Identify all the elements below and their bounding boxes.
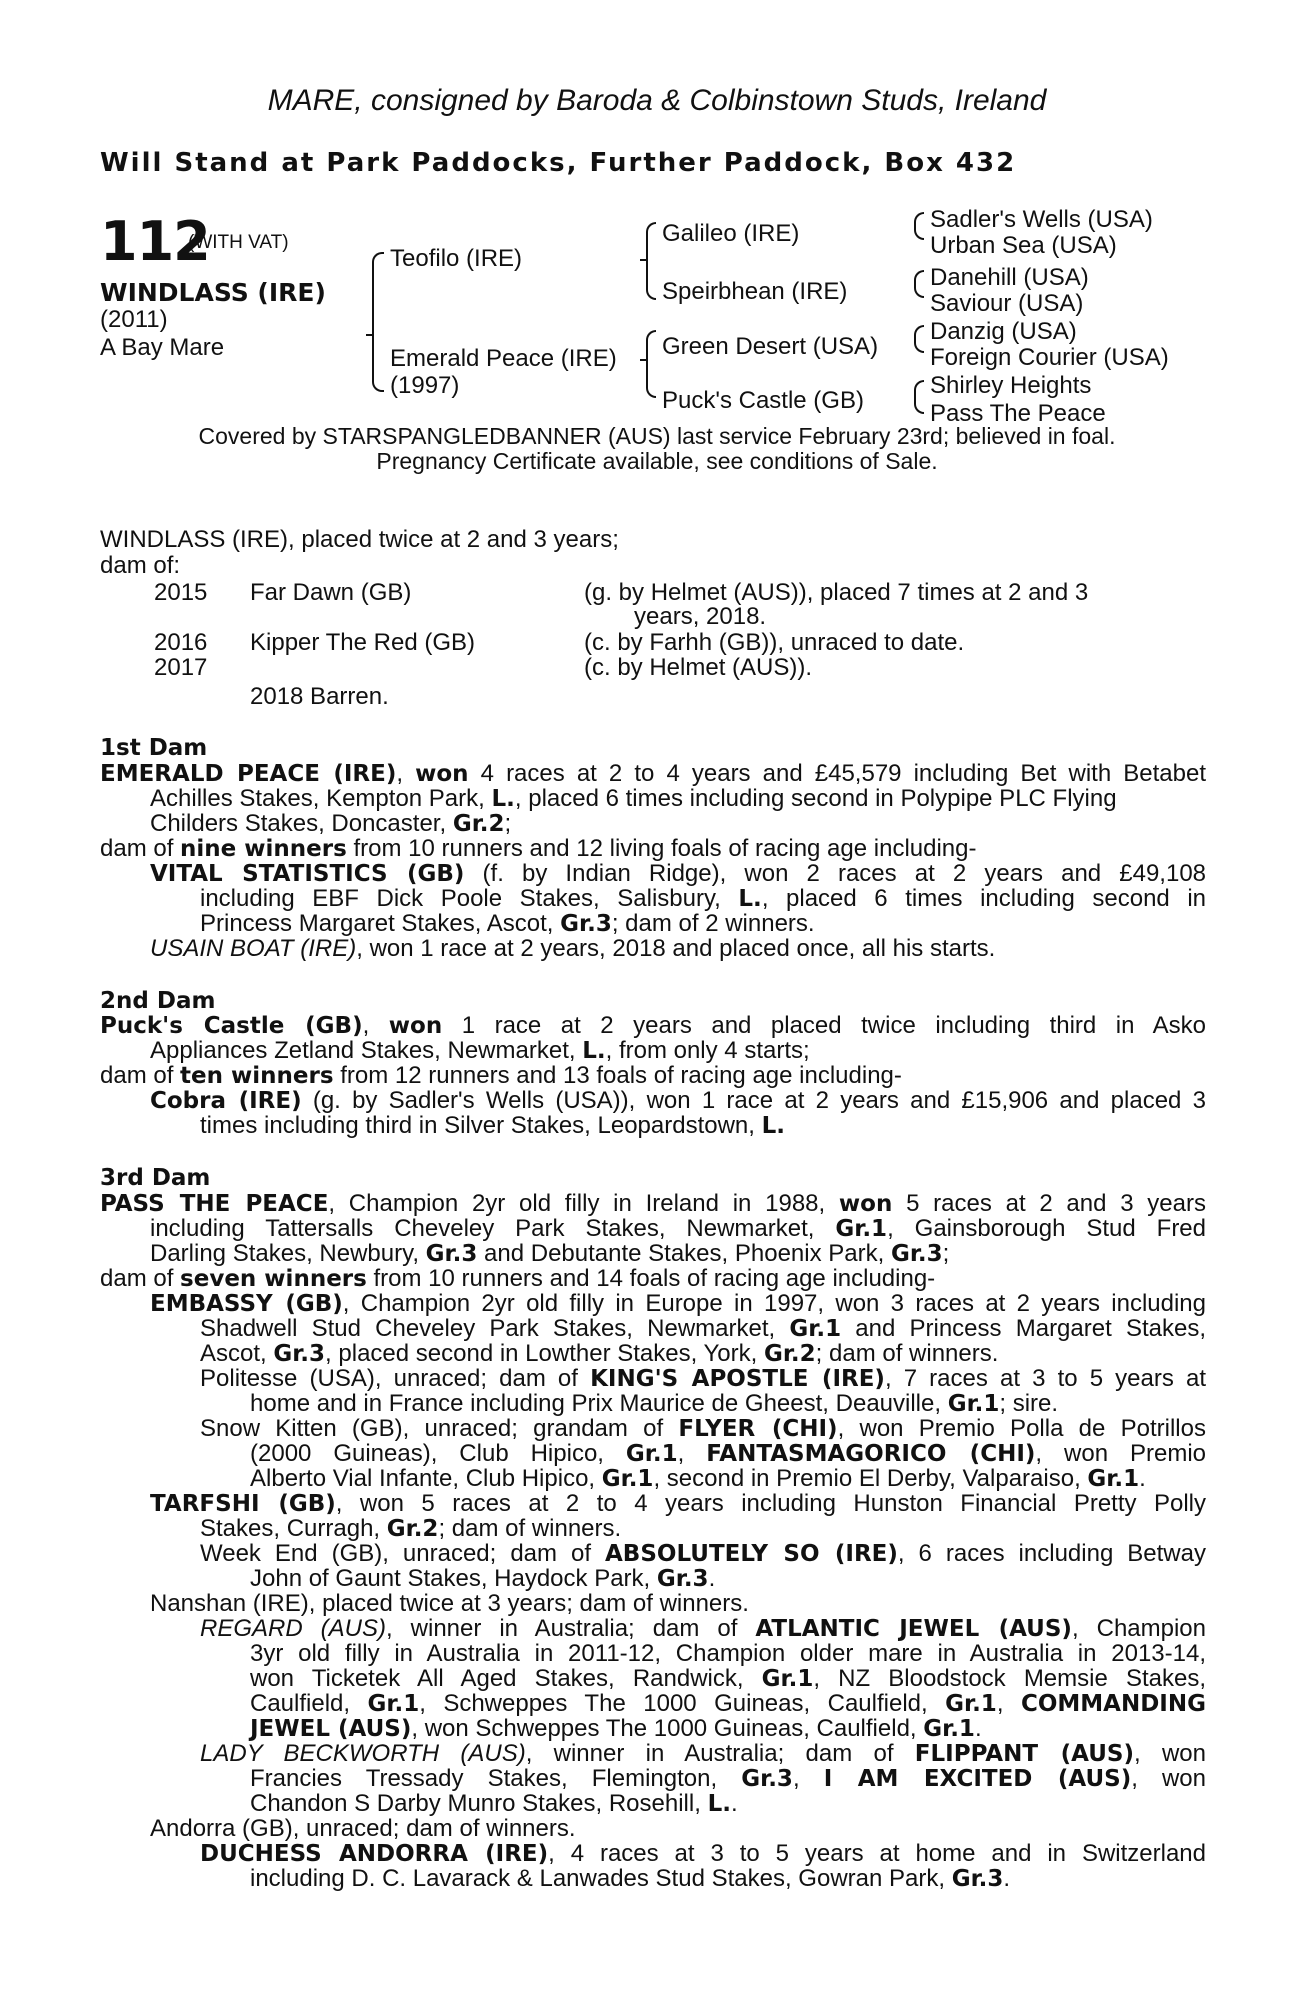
produce-year: 2017: [154, 654, 208, 681]
first-dam-line: Princess Margaret Stakes, Ascot, Gr.3; dam of 2 winners.: [200, 910, 815, 937]
produce-year: 2015: [154, 579, 208, 606]
third-dam-line: including Tattersalls Cheveley Park Stakes, Newmarket, Gr.1, Gainsborough Stud Fred: [150, 1215, 1207, 1242]
third-dam-line: Francies Tressady Stakes, Flemington, Gr.3, I AM EXCITED (AUS), won: [250, 1765, 1207, 1792]
second-dam-heading: 2nd Dam: [100, 988, 216, 1014]
dam-dam-brace-top: [646, 330, 656, 362]
third-dam-line: dam of seven winners from 10 runners and 14 foals of racing age including-: [100, 1265, 936, 1292]
third-dam-line: DUCHESS ANDORRA (IRE), 4 races at 3 to 5 years at home and in Switzerland: [200, 1840, 1206, 1867]
covered-note: [0, 424, 1314, 474]
third-dam-line: REGARD (AUS), winner in Australia; dam of ATLANTIC JEWEL (AUS), Champion: [200, 1615, 1207, 1642]
lot-number: 112: [100, 210, 210, 273]
third-dam-line: Darling Stakes, Newbury, Gr.3 and Debutante Stakes, Phoenix Park, Gr.3;: [150, 1240, 950, 1267]
dam-dam-brace-bottom: [646, 360, 656, 398]
sd-brace-bottom: [914, 282, 924, 298]
third-dam-line: JEWEL (AUS), won Schweppes The 1000 Guineas, Caulfield, Gr.1.: [250, 1715, 982, 1742]
third-dam-line: won Ticketek All Aged Stakes, Randwick, Gr.1, NZ Bloodstock Memsie Stakes,: [250, 1665, 1206, 1692]
produce-name: Far Dawn (GB): [250, 579, 412, 606]
first-dam-line: dam of nine winners from 10 runners and 12 living foals of racing age including-: [100, 835, 977, 862]
third-dam-line: Alberto Vial Infante, Club Hipico, Gr.1, second in Premio El Derby, Valparaiso, Gr.1.: [250, 1465, 1146, 1492]
dam-sire: Green Desert (USA): [662, 333, 879, 360]
second-dam-line: dam of ten winners from 12 runners and 13 foals of racing age including-: [100, 1062, 902, 1089]
sire: Teofilo (IRE): [390, 245, 523, 272]
third-dam-line: Nanshan (IRE), placed twice at 3 years; dam of winners.: [150, 1590, 749, 1617]
third-dam-line: Caulfield, Gr.1, Schweppes The 1000 Guineas, Caulfield, Gr.1, COMMANDING: [250, 1690, 1206, 1717]
ds-brace-bottom: [914, 337, 924, 353]
dd-brace-bottom: [914, 394, 924, 414]
third-dam-line: including D. C. Lavarack & Lanwades Stud Stakes, Gowran Park, Gr.3.: [250, 1865, 1011, 1892]
sire-sire-sire: Sadler's Wells (USA): [930, 206, 1153, 233]
covered-line-2: Pregnancy Certificate available, see conditions of Sale.: [376, 448, 938, 474]
third-dam-line: John of Gaunt Stakes, Haydock Park, Gr.3.: [250, 1565, 716, 1592]
dam-sire-sire: Danzig (USA): [930, 318, 1077, 345]
produce-barren: 2018 Barren.: [250, 683, 389, 710]
third-dam-line: Week End (GB), unraced; dam of ABSOLUTELY SO (IRE), 6 races including Betway: [200, 1540, 1206, 1567]
produce-detail: (g. by Helmet (AUS)), placed 7 times at 2 and 3: [584, 579, 1089, 606]
third-dam-line: Shadwell Stud Cheveley Park Stakes, Newmarket, Gr.1 and Princess Margaret Stakes,: [200, 1315, 1206, 1342]
sire-sire-brace-bottom: [646, 260, 656, 300]
third-dam-line: LADY BECKWORTH (AUS), winner in Australia; dam of FLIPPANT (AUS), won: [200, 1740, 1206, 1767]
consignment-line: MARE, consigned by Baroda & Colbinstown Studs, Ireland: [267, 84, 1047, 117]
third-dam-line: Politesse (USA), unraced; dam of KING'S APOSTLE (IRE), 7 races at 3 to 5 years at: [200, 1365, 1206, 1392]
second-dam-line: Puck's Castle (GB), won 1 race at 2 years and placed twice including third in Asko: [100, 1012, 1206, 1039]
sire-dam: Speirbhean (IRE): [662, 278, 848, 305]
first-dam-heading: 1st Dam: [100, 735, 208, 761]
first-dam-line: EMERALD PEACE (IRE), won 4 races at 2 to 4 years and £45,579 including Bet with Betabet: [100, 760, 1206, 787]
produce-intro: WINDLASS (IRE), placed twice at 2 and 3 years;: [100, 526, 619, 553]
third-dam-line: Snow Kitten (GB), unraced; grandam of FLYER (CHI), won Premio Polla de Potrillos: [200, 1415, 1206, 1442]
sire-sire-dam: Urban Sea (USA): [930, 232, 1117, 259]
first-dam-line: including EBF Dick Poole Stakes, Salisbury, L., placed 6 times including second in: [200, 885, 1206, 912]
third-dam-line: Andorra (GB), unraced; dam of winners.: [150, 1815, 576, 1842]
dam-sire-dam: Foreign Courier (USA): [930, 344, 1169, 371]
dam-dam-dam: Pass The Peace: [930, 400, 1106, 427]
dam-brace-tick: [640, 359, 646, 361]
horse-description: A Bay Mare: [100, 334, 225, 361]
first-dam-line: Childers Stakes, Doncaster, Gr.2;: [150, 810, 512, 837]
sire-dam-dam: Saviour (USA): [930, 290, 1084, 317]
dam-dam-sire: Shirley Heights: [930, 372, 1092, 399]
third-dam-heading: 3rd Dam: [100, 1165, 211, 1191]
second-dam-line: Cobra (IRE) (g. by Sadler's Wells (USA)), won 1 race at 2 years and £15,906 and placed 3: [150, 1087, 1206, 1114]
sire-brace-tick: [640, 259, 646, 261]
main-brace-tick: [366, 334, 372, 336]
third-dam-line: (2000 Guineas), Club Hipico, Gr.1, FANTASMAGORICO (CHI), won Premio: [250, 1440, 1206, 1467]
horse-name: WINDLASS (IRE): [100, 278, 326, 307]
produce-dam-of: dam of:: [100, 552, 181, 579]
dam: Emerald Peace (IRE): [390, 345, 617, 372]
third-dam-line: EMBASSY (GB), Champion 2yr old filly in Europe in 1997, won 3 races at 2 years including: [150, 1290, 1206, 1317]
third-dam-line: Stakes, Curragh, Gr.2; dam of winners.: [200, 1515, 622, 1542]
dam-dam: Puck's Castle (GB): [662, 387, 864, 414]
third-dam-line: 3yr old filly in Australia in 2011-12, Champion older mare in Australia in 2013-14,: [250, 1640, 1206, 1667]
first-dam-line: USAIN BOAT (IRE), won 1 race at 2 years, 2018 and placed once, all his starts.: [150, 935, 996, 962]
dam-year: (1997): [390, 372, 460, 399]
third-dam-line: Chandon S Darby Munro Stakes, Rosehill, L..: [250, 1790, 738, 1817]
sire-sire: Galileo (IRE): [662, 220, 800, 247]
third-dam-line: Ascot, Gr.3, placed second in Lowther Stakes, York, Gr.2; dam of winners.: [200, 1340, 999, 1367]
sire-sire-brace-top: [646, 222, 656, 262]
sire-dam-sire: Danehill (USA): [930, 264, 1089, 291]
covered-line-1: Covered by STARSPANGLEDBANNER (AUS) last service February 23rd; believed in foal.: [198, 423, 1116, 449]
produce-name: Kipper The Red (GB): [250, 629, 475, 656]
first-dam-line: VITAL STATISTICS (GB) (f. by Indian Ridge), won 2 races at 2 years and £49,108: [150, 860, 1207, 887]
produce-detail: (c. by Farhh (GB)), unraced to date.: [584, 629, 965, 656]
second-dam-line: Appliances Zetland Stakes, Newmarket, L., from only 4 starts;: [150, 1037, 810, 1064]
third-dam-line: PASS THE PEACE, Champion 2yr old filly in Ireland in 1988, won 5 races at 2 and 3 years: [100, 1190, 1206, 1217]
lot-vat: (WITH VAT): [188, 232, 289, 253]
produce-detail: (c. by Helmet (AUS)).: [584, 654, 813, 681]
horse-year: (2011): [100, 306, 168, 333]
stand-location: Will Stand at Park Paddocks, Further Paddock, Box 432: [100, 148, 1017, 178]
sire-brace: [372, 252, 384, 337]
dam-brace: [372, 335, 384, 392]
ss-brace-bottom: [914, 224, 924, 240]
produce-detail-cont: years, 2018.: [634, 603, 767, 630]
third-dam-line: TARFSHI (GB), won 5 races at 2 to 4 years including Hunston Financial Pretty Polly: [150, 1490, 1207, 1517]
first-dam-line: Achilles Stakes, Kempton Park, L., placed 6 times including second in Polypipe PLC Flying: [150, 785, 1117, 812]
second-dam-line: times including third in Silver Stakes, Leopardstown, L.: [200, 1112, 786, 1139]
third-dam-line: home and in France including Prix Maurice de Gheest, Deauville, Gr.1; sire.: [250, 1390, 1059, 1417]
produce-year: 2016: [154, 629, 208, 656]
